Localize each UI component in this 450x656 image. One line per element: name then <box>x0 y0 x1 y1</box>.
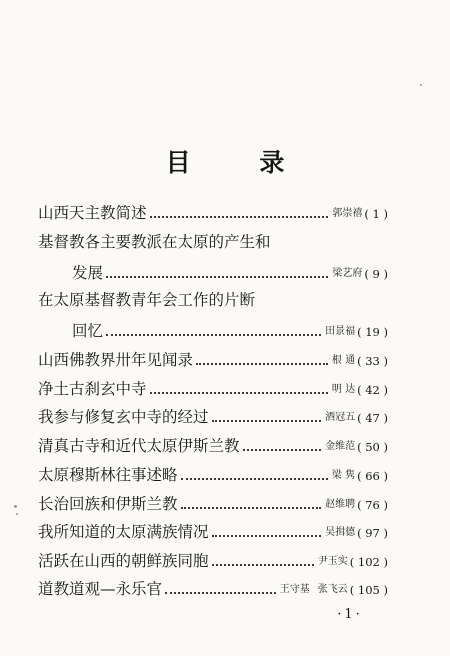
entry-title: 活跃在山西的朝鲜族同胞 <box>38 552 209 570</box>
dot-leader <box>150 392 328 394</box>
entry-page: ( 66 ) <box>357 469 388 483</box>
toc-entry <box>38 518 388 542</box>
entry-page: ( 76 ) <box>357 498 388 512</box>
entry-page: ( 105 ) <box>349 583 388 597</box>
toc-entry <box>38 403 388 427</box>
entry-title: 太原穆斯林往事述略 <box>38 466 178 484</box>
entry-title: 道教道观—永乐官 <box>38 580 163 598</box>
entry-author: 梁 隽 <box>331 470 356 481</box>
entry-page: ( 33 ) <box>357 354 388 368</box>
page-number: ·1· <box>337 607 363 622</box>
toc-entry <box>38 432 388 456</box>
entry-title: 基督教各主要教派在太原的产生和 <box>38 233 271 251</box>
toc-entry-continuation <box>72 259 388 283</box>
toc-entry <box>38 228 388 252</box>
entry-author: 郭崇禧 <box>332 208 363 219</box>
toc-entry-continuation <box>72 317 388 341</box>
toc-entry <box>38 547 388 571</box>
toc-entry <box>38 286 388 310</box>
entry-author-second: 张飞云 <box>317 584 348 595</box>
dot-leader <box>181 507 322 509</box>
entry-page: ( 50 ) <box>357 440 388 454</box>
entry-page: ( 9 ) <box>364 267 388 281</box>
entry-page: ( 42 ) <box>357 383 388 397</box>
scan-speck <box>420 84 422 86</box>
dot-leader <box>212 535 322 537</box>
entry-author: 王守基 <box>279 584 310 595</box>
dot-leader <box>150 216 329 218</box>
scan-speck <box>16 513 18 515</box>
entry-title: 净土古刹玄中寺 <box>38 380 147 398</box>
toc-entry <box>38 375 388 399</box>
entry-title: 发展 <box>72 264 104 282</box>
entry-author: 根 通 <box>331 355 356 366</box>
entry-author: 尹玉实 <box>317 556 348 567</box>
entry-page: ( 47 ) <box>357 411 388 425</box>
entry-title: 回忆 <box>72 322 104 340</box>
entry-page: ( 102 ) <box>349 555 388 569</box>
toc-entry <box>38 575 388 599</box>
entry-author: 酒冠五 <box>325 412 356 423</box>
entry-title: 我参与修复玄中寺的经过 <box>38 408 209 426</box>
entry-page: ( 97 ) <box>357 526 388 540</box>
entry-author: 吴揖德 <box>325 527 356 538</box>
entry-author: 田景福 <box>325 326 356 337</box>
toc-entry <box>38 199 388 223</box>
entry-author: 金维范 <box>325 441 356 452</box>
dot-leader <box>181 478 328 480</box>
entry-title: 山西天主教简述 <box>38 204 147 222</box>
dot-leader <box>106 334 321 336</box>
scan-speck <box>14 505 17 508</box>
dot-leader <box>165 592 276 594</box>
entry-title: 山西佛教界卅年见闻录 <box>38 351 194 369</box>
page-title: 目 录 <box>165 148 315 177</box>
dot-leader <box>212 420 322 422</box>
entry-title: 清真古寺和近代太原伊斯兰教 <box>38 437 240 455</box>
dot-leader <box>212 564 314 566</box>
toc-entry <box>38 461 388 485</box>
dot-leader <box>243 449 322 451</box>
entry-author: 赵维聘 <box>325 499 356 510</box>
entry-author: 明 达 <box>331 384 356 395</box>
entry-title: 在太原基督教青年会工作的片断 <box>38 291 256 309</box>
dot-leader <box>106 276 328 278</box>
dot-leader <box>196 363 328 365</box>
entry-title: 我所知道的太原满族情况 <box>38 523 209 541</box>
entry-author: 梁艺府 <box>332 268 363 279</box>
toc-entry <box>38 346 388 370</box>
entry-page: ( 19 ) <box>357 325 388 339</box>
entry-title: 长治回族和伊斯兰教 <box>38 495 178 513</box>
entry-page: ( 1 ) <box>364 207 388 221</box>
toc-entry <box>38 490 388 514</box>
